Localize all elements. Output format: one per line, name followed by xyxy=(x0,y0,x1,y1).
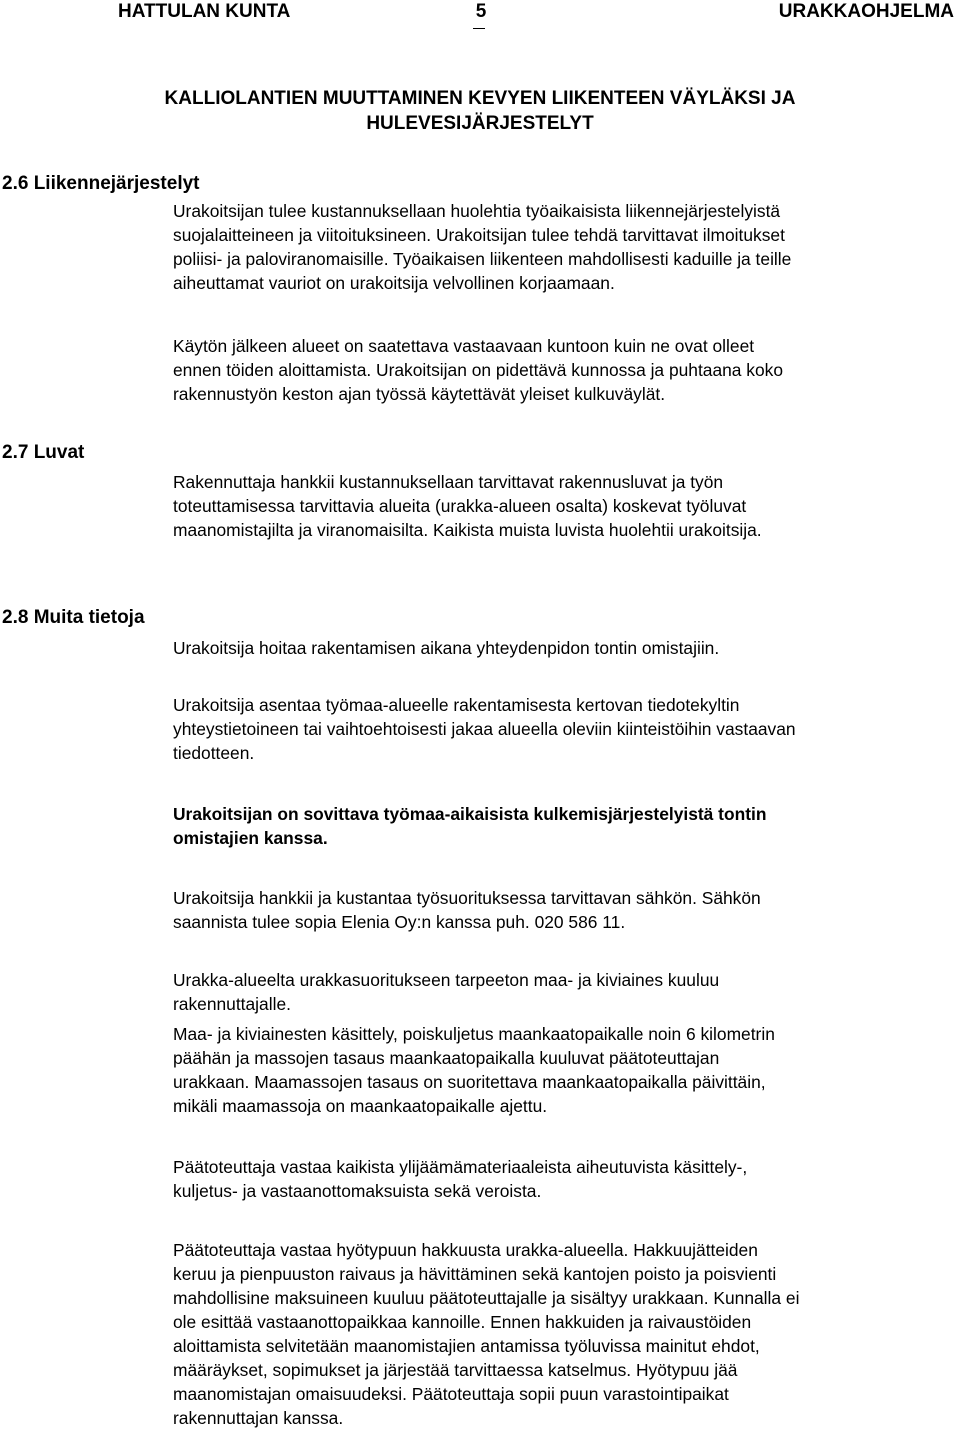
paragraph-line: suojalaitteineen ja viitoituksineen. Urakoitsijan tulee tehdä tarvittavat ilmoitukset xyxy=(173,225,785,245)
paragraph-line: kuljetus- ja vastaanottomaksuista sekä veroista. xyxy=(173,1181,542,1201)
paragraph-line: Urakka-alueelta urakkasuoritukseen tarpeeton maa- ja kiviaines kuuluu xyxy=(173,970,720,990)
paragraph-line: rakennustyön keston ajan työssä käytettävät yleiset kulkuväylät. xyxy=(173,384,666,404)
section-title-2-6: 2.6 Liikennejärjestelyt xyxy=(2,173,200,194)
paragraph-line: rakennuttajalle. xyxy=(173,994,291,1014)
document-title-line: HULEVESIJÄRJESTELYT xyxy=(366,113,594,134)
paragraph-line: Päätoteuttaja vastaa hyötypuun hakkuusta urakka-alueella. Hakkuujätteiden xyxy=(173,1240,758,1260)
paragraph-line: Rakennuttaja hankkii kustannuksellaan tarvittavat rakennusluvat ja työn xyxy=(173,472,724,492)
paragraph xyxy=(173,636,960,660)
paragraph-line: yhteystietoineen tai vaihtoehtoisesti jakaa alueella oleviin kiinteistöihin vastaavan xyxy=(173,719,796,739)
paragraph-line: ole esittää vastaanottopaikkaa kannoille. Ennen hakkuiden ja raivaustöiden xyxy=(173,1312,752,1332)
paragraph-line: maanomistajan omaisuudeksi. Päätoteuttaja sopii puun varastointipaikat xyxy=(173,1384,729,1404)
paragraph-line: Urakoitsija hankkii ja kustantaa työsuorituksessa tarvittavan sähkön. Sähkön xyxy=(173,888,761,908)
paragraph xyxy=(173,1022,960,1118)
paragraph xyxy=(173,199,960,295)
paragraph xyxy=(173,334,960,406)
paragraph-line: poliisi- ja paloviranomaisille. Työaikaisen liikenteen mahdollisesti kaduille ja teille xyxy=(173,249,792,269)
paragraph-line: Urakoitsija hoitaa rakentamisen aikana yhteydenpidon tontin omistajiin. xyxy=(173,638,720,658)
paragraph-line: maanomistajilta ja viranomaisilta. Kaikista muista luvista huolehtii urakoitsija. xyxy=(173,520,762,540)
header-document-type: URAKKAOHJELMA xyxy=(778,1,954,22)
paragraph-line: ennen töiden aloittamista. Urakoitsijan on pidettävä kunnossa ja puhtaana koko xyxy=(173,360,784,380)
paragraph-line: omistajien kanssa. xyxy=(173,828,328,848)
page-number: 5 xyxy=(475,1,487,22)
paragraph-line: mahdollisine maksuineen kuuluu päätoteuttajalle ja sisältyy urakkaan. Kunnalla ei xyxy=(173,1288,800,1308)
paragraph xyxy=(173,1238,960,1430)
paragraph-line: Urakoitsijan tulee kustannuksellaan huolehtia työaikaisista liikennejärjestelyistä xyxy=(173,201,781,221)
paragraph-line: aloittamista selvitetään maanomistajien antamissa työluvissa mainitut ehdot, xyxy=(173,1336,760,1356)
paragraph-line: Maa- ja kiviainesten käsittely, poiskuljetus maankaatopaikalle noin 6 kilometrin xyxy=(173,1024,775,1044)
paragraph-line: Päätoteuttaja vastaa kaikista ylijäämämateriaaleista aiheutuvista käsittely-, xyxy=(173,1157,748,1177)
paragraph-line: Käytön jälkeen alueet on saatettava vastaavaan kuntoon kuin ne ovat olleet xyxy=(173,336,755,356)
paragraph xyxy=(173,693,960,765)
paragraph xyxy=(173,968,960,1016)
paragraph-emphasis xyxy=(173,802,960,850)
document-title xyxy=(60,86,900,136)
paragraph-line: saannista tulee sopia Elenia Oy:n kanssa puh. 020 586 11. xyxy=(173,912,626,932)
paragraph xyxy=(173,470,960,542)
paragraph xyxy=(173,886,960,934)
page-number-underline xyxy=(473,28,485,29)
paragraph-line: Urakoitsijan on sovittava työmaa-aikaisista kulkemisjärjestelyistä tontin xyxy=(173,804,767,824)
paragraph-line: toteuttamisessa tarvittavia alueita (urakka-alueen osalta) koskevat työluvat xyxy=(173,496,747,516)
section-title-2-8: 2.8 Muita tietoja xyxy=(2,607,145,628)
paragraph-line: aiheuttamat vauriot on urakoitsija velvollinen korjaamaan. xyxy=(173,273,615,293)
header-organization: HATTULAN KUNTA xyxy=(118,1,291,22)
paragraph-line: keruu ja pienpuuston raivaus ja hävittäminen sekä kantojen poisto ja poisvienti xyxy=(173,1264,777,1284)
document-title-line: KALLIOLANTIEN MUUTTAMINEN KEVYEN LIIKENTEEN VÄYLÄKSI JA xyxy=(164,88,796,109)
paragraph-line: Urakoitsija asentaa työmaa-alueelle rakentamisesta kertovan tiedotekyltin xyxy=(173,695,740,715)
paragraph-line: määräykset, sopimukset ja järjestää tarvittaessa katselmus. Hyötypuu jää xyxy=(173,1360,738,1380)
paragraph xyxy=(173,1155,960,1203)
paragraph-line: päähän ja massojen tasaus maankaatopaikalla kuuluvat päätoteuttajan xyxy=(173,1048,720,1068)
paragraph-line: mikäli maamassoja on maankaatopaikalle ajettu. xyxy=(173,1096,548,1116)
section-title-2-7: 2.7 Luvat xyxy=(2,442,85,463)
paragraph-line: rakennuttajan kanssa. xyxy=(173,1408,344,1428)
paragraph-line: tiedotteen. xyxy=(173,743,255,763)
paragraph-line: urakkaan. Maamassojen tasaus on suoritettava maankaatopaikalla päivittäin, xyxy=(173,1072,766,1092)
